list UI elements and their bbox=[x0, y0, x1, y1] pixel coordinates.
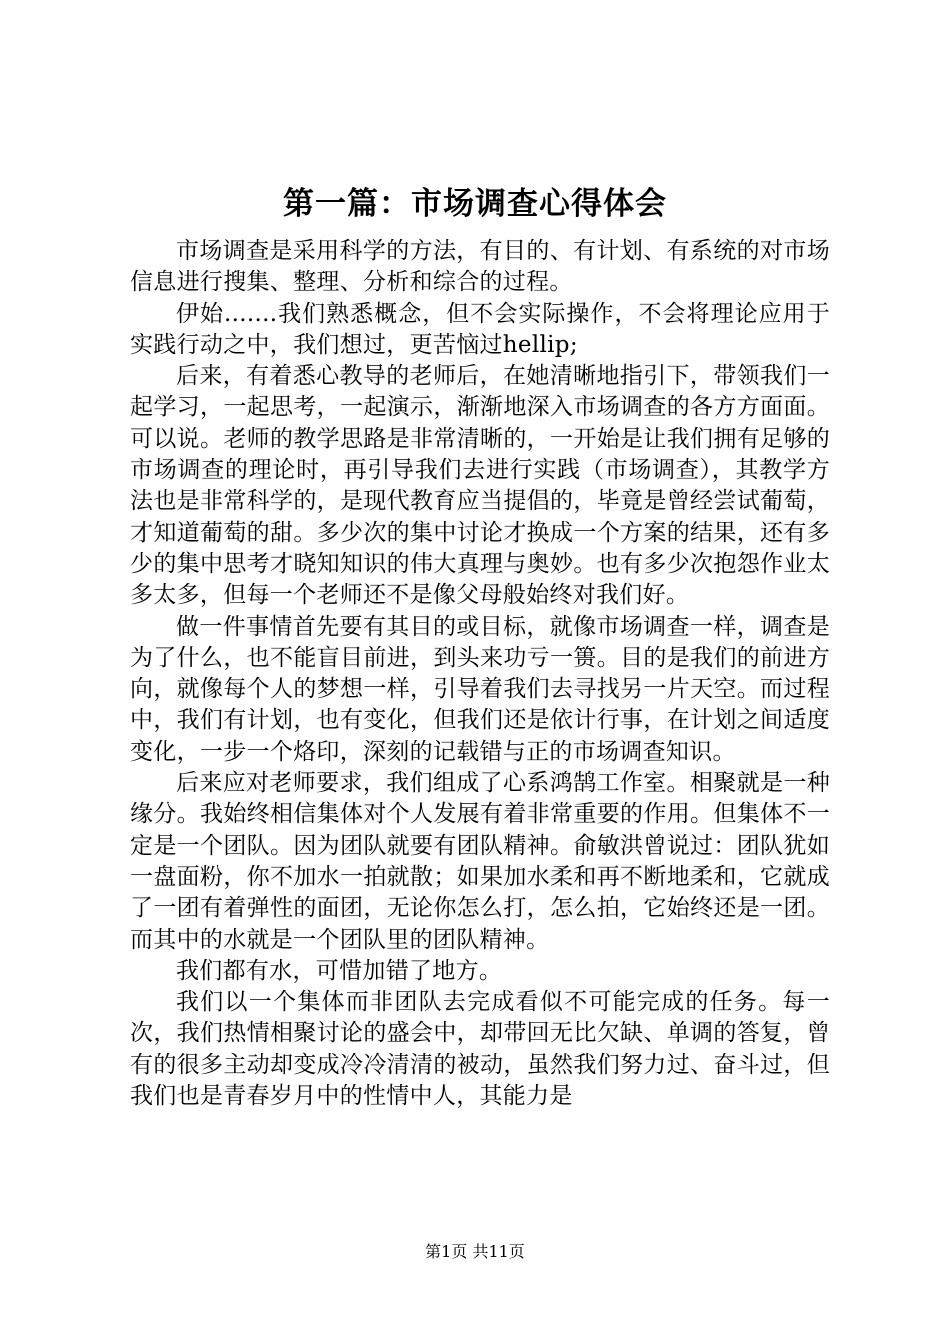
page-number: 第1页 共11页 bbox=[425, 1242, 525, 1261]
paragraph: 伊始.......我们熟悉概念，但不会实际操作，不会将理论应用于实践行动之中，我们想过，更苦恼过hellip; bbox=[130, 300, 830, 358]
document-body bbox=[130, 236, 830, 1112]
paragraph: 做一件事情首先要有其目的或目标，就像市场调查一样，调查是为了什么，也不能盲目前进，到头来功亏一篑。目的是我们的前进方向，就像每个人的梦想一样，引导着我们去寻找另一片天空。而过程中，我们有计划，也有变化，但我们还是依计行事，在计划之间适度变化，一步一个烙印，深刻的记载错与正的市场调查知识。 bbox=[130, 613, 830, 765]
paragraph: 后来应对老师要求，我们组成了心系鸿鹄工作室。相聚就是一种缘分。我始终相信集体对个人发展有着非常重要的作用。但集体不一定是一个团队。因为团队就要有团队精神。俞敏洪曾说过：团队犹如一盘面粉，你不加水一拍就散；如果加水柔和再不断地柔和，它就成了一团有着弹性的面团，无论你怎么打，怎么拍，它始终还是一团。而其中的水就是一个团队里的团队精神。 bbox=[130, 770, 830, 953]
paragraph: 我们都有水，可惜加错了地方。 bbox=[176, 957, 503, 984]
paragraph: 我们以一个集体而非团队去完成看似不可能完成的任务。每一次，我们热情相聚讨论的盛会中，却带回无比欠缺、单调的答复，曾有的很多主动却变成冷冷清清的被动，虽然我们努力过、奋斗过，但我们也是青春岁月中的性情中人，其能力是 bbox=[130, 989, 830, 1110]
paragraph: 后来，有着悉心教导的老师后，在她清晰地指引下，带领我们一起学习，一起思考，一起演示，渐渐地深入市场调查的各方方面面。可以说。老师的教学思路是非常清晰的，一开始是让我们拥有足够的市场调查的理论时，再引导我们去进行实践（市场调查），其教学方法也是非常科学的，是现代教育应当提倡的，毕竟是曾经尝试葡萄，才知道葡萄的甜。多少次的集中讨论才换成一个方案的结果，还有多少的集中思考才晓知知识的伟大真理与奥妙。也有多少次抱怨作业太多太多，但每一个老师还不是像父母般始终对我们好。 bbox=[130, 363, 830, 609]
document-title: 第一篇：市场调查心得体会 bbox=[283, 186, 667, 222]
paragraph: 市场调查是采用科学的方法，有目的、有计划、有系统的对市场信息进行搜集、整理、分析和综合的过程。 bbox=[130, 238, 830, 296]
